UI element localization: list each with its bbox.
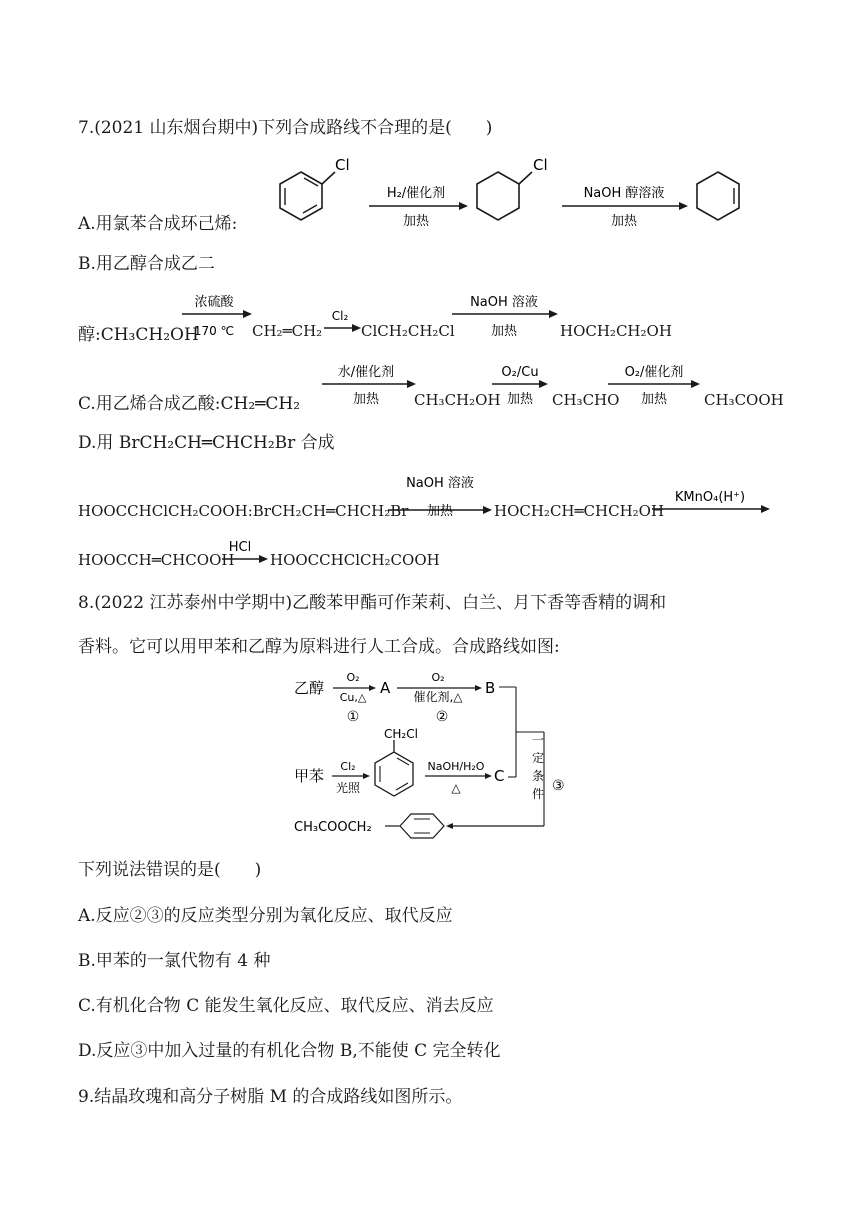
scheme-toluene: 甲苯 (294, 767, 325, 785)
q7-d-product-1: HOCH₂CH═CHCH₂OH (494, 502, 665, 520)
q7-b-arrow-1-top: 浓硫酸 (194, 295, 234, 310)
q7-a-arrow-2-bottom: 加热 (610, 214, 638, 229)
scheme-cond-3-c1: 一 (531, 733, 545, 747)
q7-c-arrow-3-bottom: 加热 (640, 392, 668, 407)
benzyl-chloride-structure (375, 740, 413, 796)
q8-stem-line-1: 8.(2022 江苏泰州中学期中)乙酸苯甲酯可作茉莉、白兰、月下香等香精的调和 (78, 593, 667, 613)
q7-c-product-1: CH₃CH₂OH (414, 391, 501, 409)
scheme-o2-1: O₂ (346, 671, 360, 684)
scheme-B: B (485, 679, 496, 697)
scheme-product: CH₃COOCH₂ (294, 820, 372, 835)
scheme-cond-3-c3: 条 (531, 769, 545, 783)
q7-b-arrow-2-top: Cl₂ (331, 309, 349, 323)
scheme-light: 光照 (335, 781, 361, 795)
q8-question: 下列说法错误的是( ) (78, 860, 262, 880)
chlorocyclohexane-cl: Cl (533, 156, 548, 174)
scheme-ch2cl: CH₂Cl (384, 727, 418, 741)
scheme-o2-2: O₂ (431, 671, 445, 684)
chlorobenzene-cl: Cl (335, 156, 350, 174)
scheme-num-1: ① (346, 709, 360, 725)
q7-stem: 7.(2021 山东烟台期中)下列合成路线不合理的是( ) (78, 118, 493, 138)
scheme-cl2: Cl₂ (340, 760, 356, 773)
q7-c-arrow-3-top: O₂/催化剂 (624, 365, 684, 380)
q7-b-arrow-3-top: NaOH 溶液 (470, 295, 538, 310)
scheme-C: C (494, 767, 505, 785)
q7-b-arrow-3-bottom: 加热 (490, 324, 518, 339)
q7-d-line2-prefix: HOOCCHClCH₂COOH:BrCH₂CH═CHCH₂Br (78, 502, 409, 520)
scheme-cond-3-c4: 件 (531, 787, 545, 801)
q8-option-b: B.甲苯的一氯代物有 4 种 (78, 951, 271, 971)
q7-c-arrow-1-top: 水/催化剂 (337, 365, 395, 380)
q7-c-arrow-2-bottom: 加热 (506, 392, 534, 407)
scheme-num-2: ② (435, 709, 449, 725)
q7-a-arrow-1-top: H₂/催化剂 (386, 186, 446, 201)
q7-option-a-label: A.用氯苯合成环己烯: (78, 214, 238, 234)
q7-b-product-3: HOCH₂CH₂OH (560, 322, 672, 340)
q7-d-arrow-1-bottom: 加热 (426, 504, 454, 519)
q7-b-prefix: 醇:CH₃CH₂OH (78, 325, 199, 345)
q7-c-label: C.用乙烯合成乙酸:CH₂═CH₂ (78, 394, 301, 414)
q7-option-b-label: B.用乙醇合成乙二 (78, 254, 215, 274)
product-benzene-ring (400, 814, 444, 838)
scheme-naoh: NaOH/H₂O (427, 760, 485, 773)
q7-c-product-3: CH₃COOH (704, 391, 784, 409)
scheme-cond-2: 催化剂,△ (413, 690, 463, 704)
q7-b-arrow-1-bottom: 170 ℃ (193, 324, 235, 338)
q7-a-arrow-2-top: NaOH 醇溶液 (583, 186, 665, 201)
q8-option-c: C.有机化合物 C 能发生氧化反应、取代反应、消去反应 (78, 996, 494, 1016)
scheme-cond-3-c2: 定 (531, 751, 545, 765)
q7-c-product-2: CH₃CHO (552, 391, 620, 409)
scheme-cond-1: Cu,△ (339, 691, 367, 704)
q7-b-product-1: CH₂═CH₂ (252, 322, 323, 340)
q7-b-product-2: ClCH₂CH₂Cl (361, 322, 455, 340)
q7-option-d-label: D.用 BrCH₂CH═CHCH₂Br 合成 (78, 433, 335, 453)
q7-d-product-2: HOOCCH═CHCOOH (78, 551, 235, 569)
scheme-A: A (380, 679, 391, 697)
q9-stem: 9.结晶玫瑰和高分子树脂 M 的合成路线如图所示。 (78, 1087, 463, 1107)
q7-d-arrow-2-top: KMnO₄(H⁺) (674, 490, 746, 505)
q8-option-a: A.反应②③的反应类型分别为氧化反应、取代反应 (78, 906, 453, 926)
q8-stem-line-2: 香料。它可以用甲苯和乙醇为原料进行人工合成。合成路线如图: (78, 637, 560, 657)
q7-d-arrow-1-top: NaOH 溶液 (406, 476, 474, 491)
q7-c-arrow-2-top: O₂/Cu (501, 365, 539, 380)
scheme-heat: △ (451, 781, 461, 795)
scheme-num-3: ③ (552, 778, 565, 794)
q7-c-arrow-1-bottom: 加热 (352, 392, 380, 407)
q7-a-arrow-1-bottom: 加热 (402, 214, 430, 229)
q8-option-d: D.反应③中加入过量的有机化合物 B,不能使 C 完全转化 (78, 1041, 501, 1061)
q7-d-arrow-3-top: HCl (228, 540, 252, 555)
scheme-ethanol: 乙醇 (294, 679, 325, 697)
q7-d-product-3: HOOCCHClCH₂COOH (270, 551, 440, 569)
